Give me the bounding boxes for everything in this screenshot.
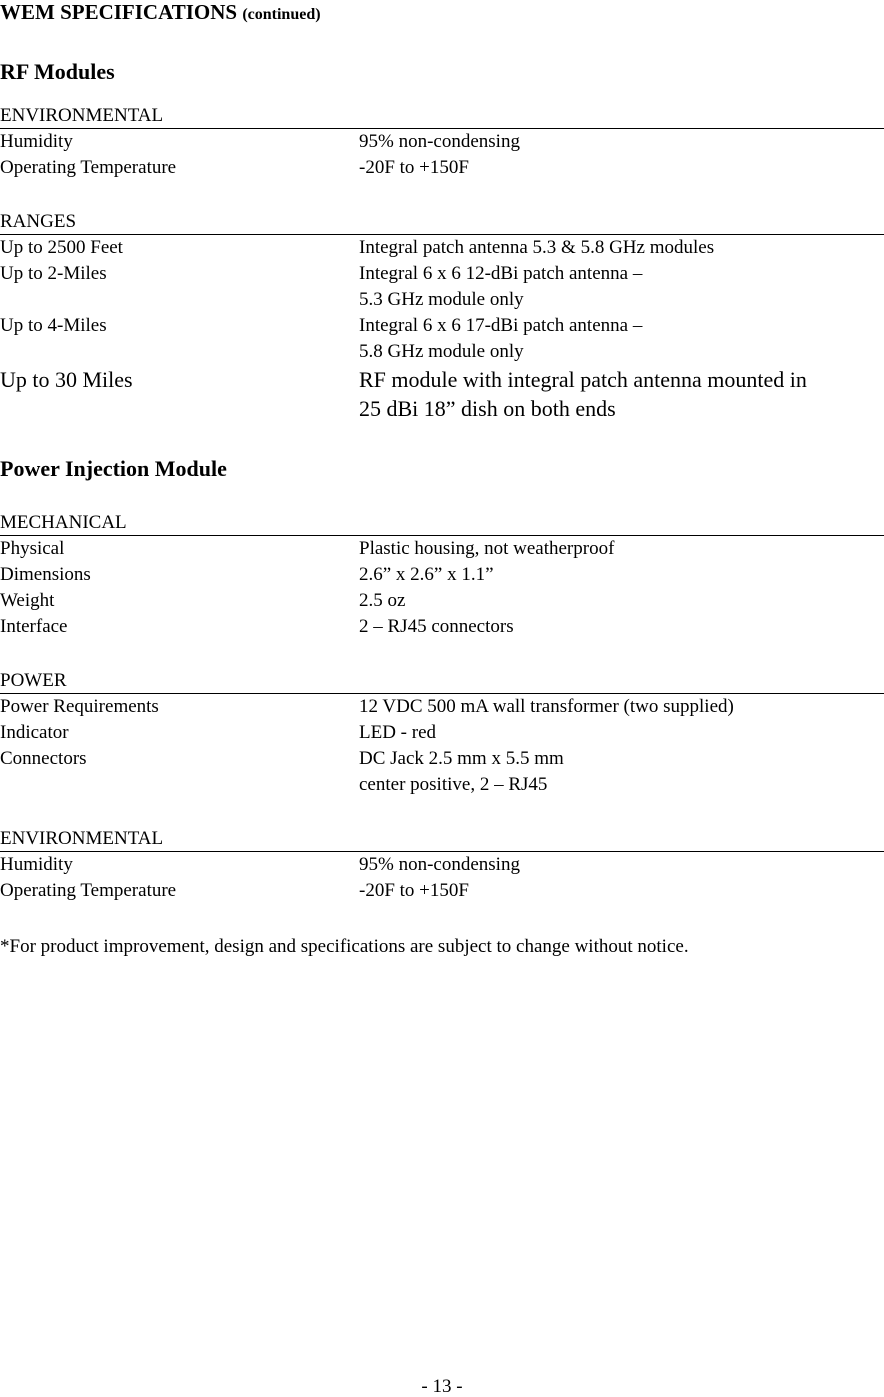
spec-label: Weight: [0, 590, 55, 611]
spec-row: [0, 588, 884, 614]
spec-row: [0, 614, 884, 640]
page-title: [0, 0, 321, 27]
spec-label: Indicator: [0, 722, 69, 743]
pim-power-group: [0, 671, 884, 798]
pim-mechanical-group: [0, 513, 884, 640]
section-heading-rf-modules: RF Modules: [0, 59, 115, 84]
spec-label: Physical: [0, 538, 65, 559]
spec-value: 2.6” x 2.6” x 1.1”: [359, 564, 494, 585]
spec-label: Up to 2500 Feet: [0, 237, 123, 258]
spec-row: [0, 694, 884, 720]
page-title-suffix: (continued): [242, 6, 321, 23]
spec-row: [0, 129, 884, 155]
spec-row: [0, 235, 884, 261]
pim-environmental-group: [0, 829, 884, 904]
spec-label: Power Requirements: [0, 696, 159, 717]
spec-row: [0, 365, 884, 423]
spec-label: Interface: [0, 616, 68, 637]
section-heading-power-injection: Power Injection Module: [0, 456, 227, 481]
spec-value: Plastic housing, not weatherproof: [359, 538, 615, 559]
spec-row: [0, 536, 884, 562]
spec-label: Connectors: [0, 748, 87, 769]
spec-label: Humidity: [0, 854, 73, 875]
spec-value: 2 – RJ45 connectors: [359, 616, 514, 637]
spec-label: Humidity: [0, 131, 73, 152]
rf-environmental-group: [0, 106, 884, 181]
spec-value: 95% non-condensing: [359, 854, 520, 875]
group-heading: ENVIRONMENTAL: [0, 829, 884, 852]
spec-label: Dimensions: [0, 564, 91, 585]
spec-label: Up to 30 Miles: [0, 367, 133, 392]
spec-value: -20F to +150F: [359, 880, 469, 901]
group-heading: ENVIRONMENTAL: [0, 106, 884, 129]
spec-row: [0, 313, 884, 365]
spec-row: [0, 261, 884, 313]
page-number: - 13 -: [421, 1376, 463, 1397]
spec-label: Operating Temperature: [0, 157, 177, 178]
group-heading: RANGES: [0, 212, 884, 235]
group-heading: MECHANICAL: [0, 513, 884, 536]
footnote: *For product improvement, design and specifications are subject to change without notice.: [0, 936, 689, 957]
spec-value: DC Jack 2.5 mm x 5.5 mm center positive, 2 – RJ45: [359, 748, 564, 795]
spec-row: [0, 155, 884, 181]
spec-value: 95% non-condensing: [359, 131, 520, 152]
spec-label: Up to 4-Miles: [0, 315, 107, 336]
spec-row: [0, 878, 884, 904]
page-title-main: WEM SPECIFICATIONS: [0, 0, 238, 24]
spec-value: 12 VDC 500 mA wall transformer (two supplied): [359, 696, 734, 717]
spec-value: -20F to +150F: [359, 157, 469, 178]
spec-value: RF module with integral patch antenna mounted in 25 dBi 18” dish on both ends: [359, 367, 807, 421]
spec-value: Integral 6 x 6 12-dBi patch antenna – 5.3 GHz module only: [359, 263, 643, 310]
spec-label: Operating Temperature: [0, 880, 177, 901]
spec-label: Up to 2-Miles: [0, 263, 107, 284]
group-heading: POWER: [0, 671, 884, 694]
spec-row: [0, 852, 884, 878]
spec-row: [0, 746, 884, 798]
spec-row: [0, 562, 884, 588]
spec-value: 2.5 oz: [359, 590, 406, 611]
spec-value: LED - red: [359, 722, 437, 743]
spec-value: Integral patch antenna 5.3 & 5.8 GHz modules: [359, 237, 715, 258]
spec-value: Integral 6 x 6 17-dBi patch antenna – 5.8 GHz module only: [359, 315, 643, 362]
spec-row: [0, 720, 884, 746]
rf-ranges-group: [0, 212, 884, 423]
